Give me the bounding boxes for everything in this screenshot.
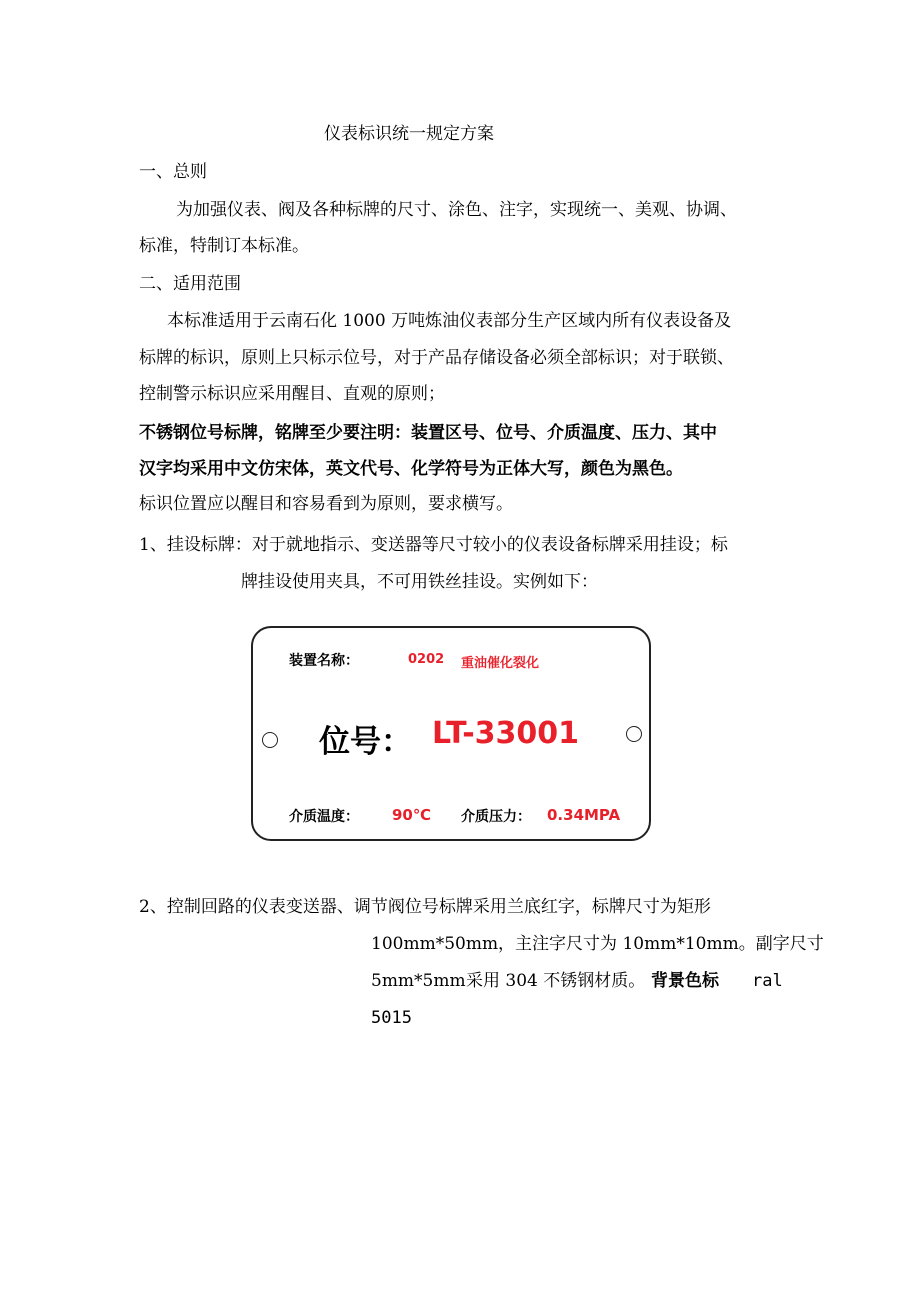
plate-device-label: 装置名称：: [289, 653, 359, 669]
nameplate-requirement-line-2: 汉字均采用中文仿宋体，英文代号、化学符号为正体大写，颜色为黑色。: [139, 459, 683, 479]
section-1-heading: 一、总则: [139, 162, 207, 182]
item-2-line-1: 2、控制回路的仪表变送器、调节阀位号标牌采用兰底红字，标牌尺寸为矩形: [139, 897, 711, 917]
item-2-line-3-color-label: 背景色标: [651, 971, 719, 991]
plate-pressure-label: 介质压力：: [461, 809, 531, 825]
item-2-line-2: 100mm*50mm，主注字尺寸为 10mm*10mm。副字尺寸: [371, 934, 824, 954]
item-1-line-2: 牌挂设使用夹具，不可用铁丝挂设。实例如下：: [241, 572, 598, 592]
tag-nameplate-example: [251, 626, 651, 841]
item-2-line-3-size: 5mm*5mm: [371, 971, 466, 991]
section-2-heading: 二、适用范围: [139, 274, 241, 294]
plate-device-code: 0202: [408, 652, 445, 667]
position-rule-text: 标识位置应以醒目和容易看到为原则，要求横写。: [139, 494, 513, 514]
plate-temperature-label: 介质温度：: [289, 809, 359, 825]
left-mounting-hole: [262, 732, 278, 748]
section-1-paragraph-line-1: 为加强仪表、阀及各种标牌的尺寸、涂色、注字，实现统一、美观、协调、: [176, 200, 737, 220]
section-2-paragraph-line-2: 标牌的标识，原则上只标示位号，对于产品存储设备必须全部标识；对于联锁、: [139, 348, 734, 368]
section-1-paragraph-line-2: 标准，特制订本标准。: [139, 236, 309, 256]
plate-temperature-value: 90℃: [392, 806, 432, 824]
section-2-paragraph-line-3: 控制警示标识应采用醒目、直观的原则；: [139, 384, 445, 404]
nameplate-requirement-line-1: 不锈钢位号标牌，铭牌至少要注明：装置区号、位号、介质温度、压力、其中: [139, 423, 717, 443]
item-2-line-3-material: 采用 304 不锈钢材质。: [466, 971, 646, 991]
item-1-line-1: 1、挂设标牌：对于就地指示、变送器等尺寸较小的仪表设备标牌采用挂设；标: [139, 535, 728, 555]
section-2-paragraph-line-1: 本标准适用于云南石化 1000 万吨炼油仪表部分生产区域内所有仪表设备及: [167, 311, 732, 331]
plate-tag-label: 位号：: [319, 724, 412, 760]
right-mounting-hole: [626, 726, 642, 742]
plate-pressure-value: 0.34MPA: [547, 806, 621, 824]
plate-tag-value: LT-33001: [432, 716, 580, 751]
plate-device-name: 重油催化裂化: [461, 656, 540, 671]
item-2-line-4-ral-code: 5015: [371, 1008, 412, 1028]
item-2-line-3-ral: ral: [752, 971, 783, 991]
